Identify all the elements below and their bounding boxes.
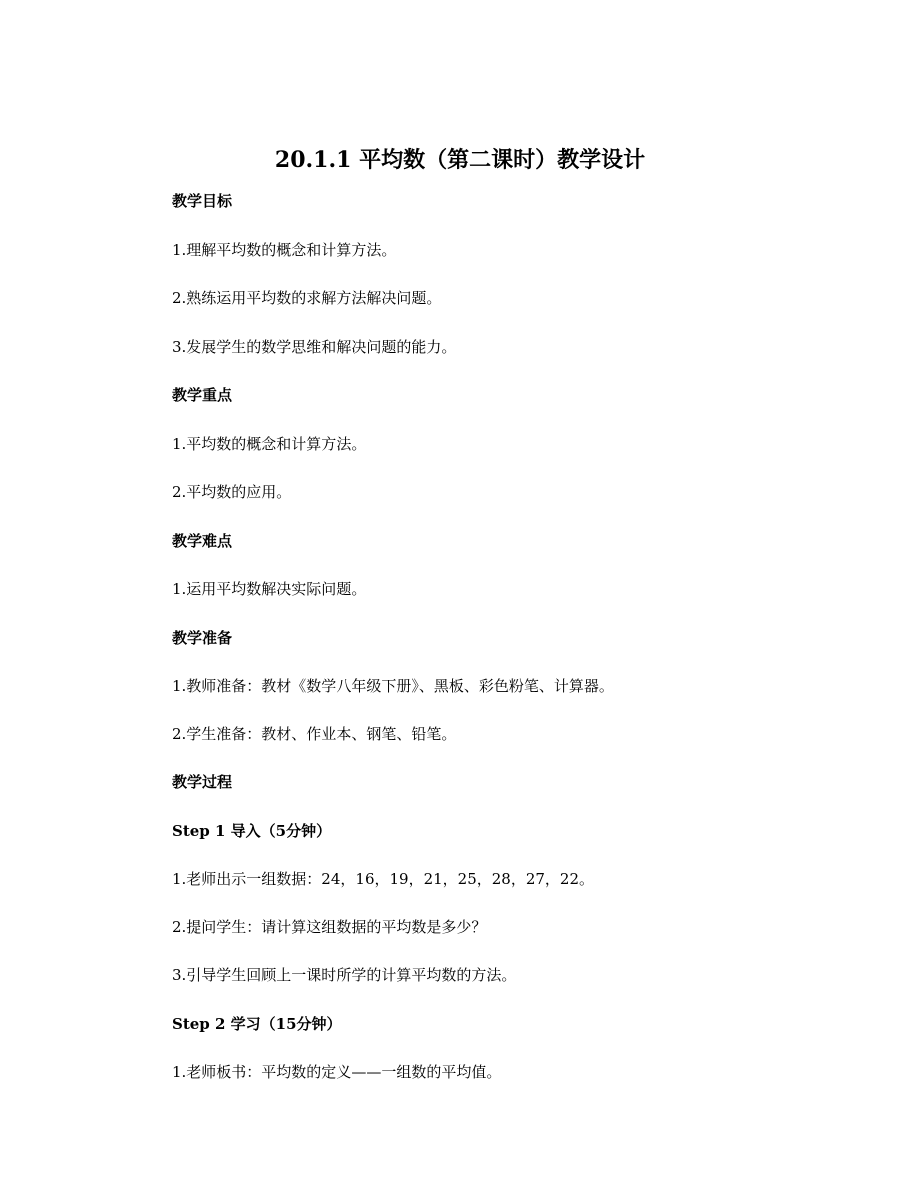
step-heading: Step 1 导入（5分钟） [172,822,332,840]
step-item: 1.老师板书：平均数的定义——一组数的平均值。 [172,1063,502,1081]
section-heading-objectives: 教学目标 [172,192,233,210]
section-heading-preparation: 教学准备 [172,629,233,647]
section-heading-key-points: 教学重点 [172,386,233,404]
key-point-item: 1.平均数的概念和计算方法。 [172,435,367,453]
section-heading-difficulties: 教学难点 [172,532,233,550]
step-item: 3.引导学生回顾上一课时所学的计算平均数的方法。 [172,966,517,984]
objective-item: 2.熟练运用平均数的求解方法解决问题。 [172,289,442,307]
step-item: 1.老师出示一组数据：24，16，19，21，25，28，27，22。 [172,870,595,888]
document-title: 20.1.1 平均数（第二课时）教学设计 [274,147,646,173]
key-point-item: 2.平均数的应用。 [172,483,292,501]
preparation-item: 1.教师准备：教材《数学八年级下册》、黑板、彩色粉笔、计算器。 [172,677,614,695]
step-item: 2.提问学生：请计算这组数据的平均数是多少？ [172,918,487,936]
section-heading-process: 教学过程 [172,773,233,791]
preparation-item: 2.学生准备：教材、作业本、钢笔、铅笔。 [172,725,457,743]
objective-item: 3.发展学生的数学思维和解决问题的能力。 [172,338,457,356]
objective-item: 1.理解平均数的概念和计算方法。 [172,241,397,259]
difficulty-item: 1.运用平均数解决实际问题。 [172,580,367,598]
step-heading: Step 2 学习（15分钟） [172,1015,342,1033]
